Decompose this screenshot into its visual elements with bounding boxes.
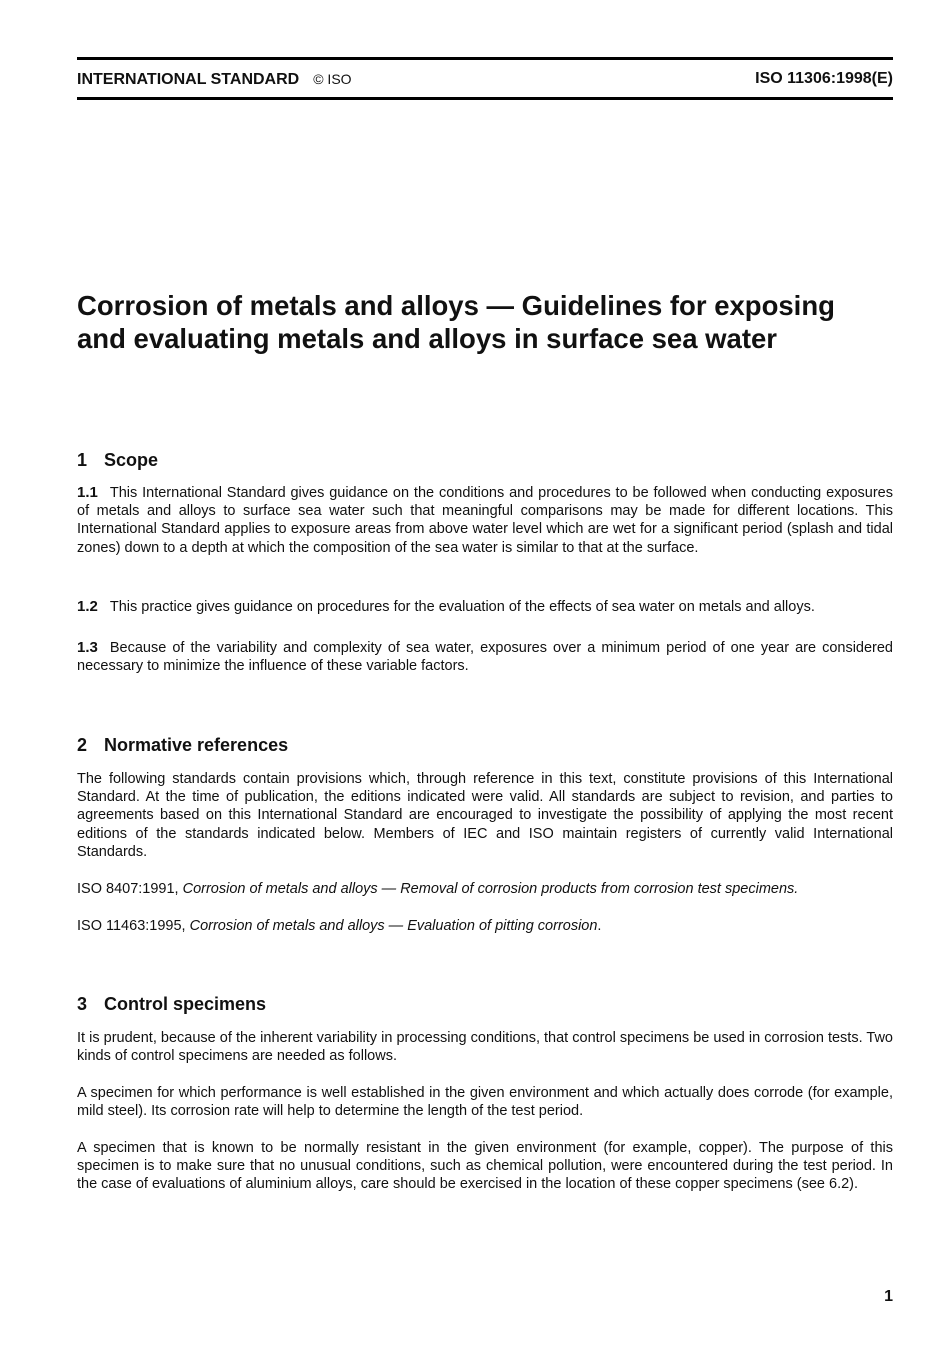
document-title-line-1: Corrosion of metals and alloys — Guidelines for exposing xyxy=(77,290,835,321)
reference-end: . xyxy=(597,918,602,934)
section-control-specimens xyxy=(77,993,893,1015)
document-page xyxy=(77,0,893,1345)
reference-code: ISO 11463:1995, xyxy=(77,918,186,934)
header-bottom-rule xyxy=(77,97,893,100)
clause-number: 1.1 xyxy=(77,484,98,501)
header-copyright: © ISO xyxy=(313,71,352,87)
header-standard-type: INTERNATIONAL STANDARD xyxy=(77,71,300,88)
document-title xyxy=(77,289,893,355)
clause-number: 1.3 xyxy=(77,639,98,656)
reference-entry xyxy=(77,917,893,935)
section-number: 3 xyxy=(77,994,88,1014)
clause-text: Because of the variability and complexity of sea water, exposures over a minimum period of one year are considered necessary to minimize the influence of these variable factors. xyxy=(77,640,893,675)
control-paragraph: A specimen that is known to be normally resistant in the given environment (for example, copper). The purpose of this specimen is to make sure that no unusual conditions, such as chemical pollution, were encountered during the test period. In the case of evaluations of aluminium alloys, care should be exercised in the location of these copper specimens (see 6.2). xyxy=(77,1140,893,1193)
section-title: Control specimens xyxy=(104,994,267,1014)
header-left-group xyxy=(77,68,352,91)
control-paragraph: A specimen for which performance is well established in the given environment and which actually does corrode (for example, mild steel). Its corrosion rate will help to determine the length of the test period. xyxy=(77,1085,893,1120)
reference-entry xyxy=(77,880,893,898)
reference-code: ISO 8407:1991, xyxy=(77,881,179,897)
section-scope xyxy=(77,449,893,471)
section-number: 1 xyxy=(77,450,88,470)
page-number: 1 xyxy=(884,1288,893,1305)
clause-1-2 xyxy=(77,598,893,616)
section-normative-references xyxy=(77,734,893,756)
reference-title: Corrosion of metals and alloys — Evaluation of pitting corrosion xyxy=(189,918,598,934)
section-number: 2 xyxy=(77,735,88,755)
section-heading xyxy=(77,993,893,1015)
reference-title: Corrosion of metals and alloys — Removal of corrosion products from corrosion test specimens. xyxy=(182,881,799,897)
section-heading xyxy=(77,449,893,471)
clause-1-3 xyxy=(77,639,893,675)
control-paragraph: It is prudent, because of the inherent variability in processing conditions, that control specimens be used in corrosion tests. Two kinds of control specimens are needed as follows. xyxy=(77,1030,893,1065)
clause-text: This practice gives guidance on procedures for the evaluation of the effects of sea water on metals and alloys. xyxy=(109,599,815,615)
clause-text: This International Standard gives guidance on the conditions and procedures to be followed when conducting exposures of metals and alloys to surface sea water such that meaningful comparisons may be made for different locations. This International Standard applies to exposure areas from above water level which are wet for a significant period (splash and tidal zones) down to a depth at which the composition of the sea water is similar to that at the surface. xyxy=(77,485,893,556)
running-header xyxy=(77,68,893,90)
normative-intro-paragraph: The following standards contain provisions which, through reference in this text, constitute provisions of this International Standard. At the time of publication, the editions indicated were valid. All standards are subject to revision, and parties to agreements based on this International Standard are encouraged to investigate the possibility of applying the most recent editions of the standards indicated below. Members of IEC and ISO maintain registers of currently valid International Standards. xyxy=(77,771,893,860)
document-title-line-2: and evaluating metals and alloys in surface sea water xyxy=(77,323,778,354)
clause-number: 1.2 xyxy=(77,598,98,615)
section-title: Scope xyxy=(104,450,159,470)
section-heading xyxy=(77,734,893,756)
header-top-rule xyxy=(77,57,893,60)
section-title: Normative references xyxy=(104,735,289,755)
clause-1-1 xyxy=(77,484,893,557)
header-document-number: ISO 11306:1998(E) xyxy=(755,70,893,87)
